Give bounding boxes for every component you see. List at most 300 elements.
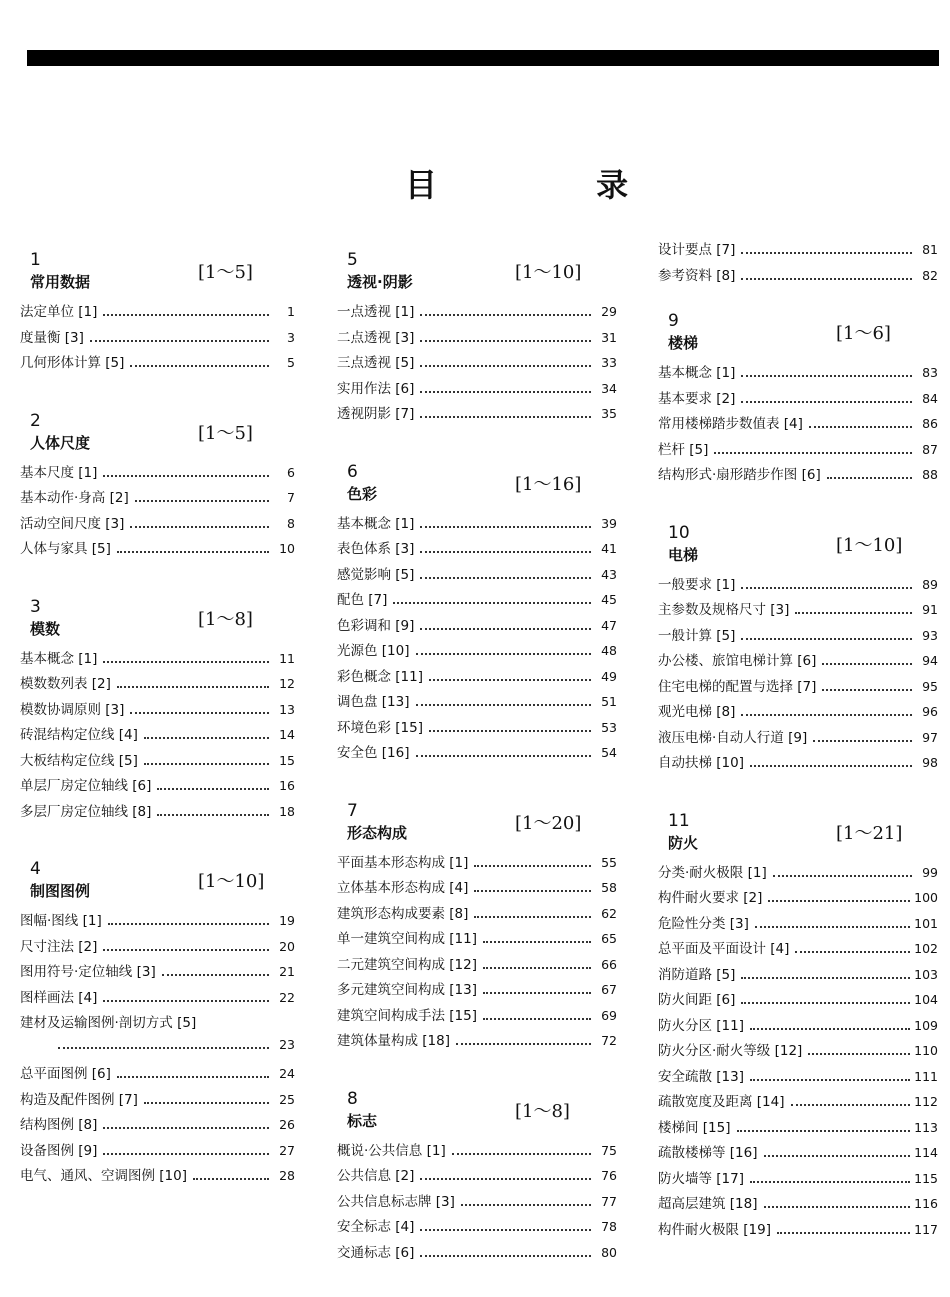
entry-label: 设计要点 [7] (658, 242, 736, 258)
toc-entry[interactable] (337, 1215, 617, 1241)
toc-entry[interactable] (658, 387, 938, 413)
toc-entry[interactable] (658, 937, 938, 963)
toc-section (20, 847, 295, 1190)
section-range: [1～8] (198, 608, 253, 630)
entry-label: 多元建筑空间构成 [13] (337, 982, 478, 998)
dot-leader (162, 974, 269, 976)
toc-entry[interactable] (20, 672, 295, 698)
entry-page: 16 (279, 778, 295, 793)
dot-leader (483, 967, 591, 969)
entry-page: 114 (914, 1145, 938, 1160)
entry-label: 基本概念 [1] (658, 365, 736, 381)
dot-leader (764, 1206, 911, 1208)
entry-page: 31 (601, 329, 617, 345)
dot-leader (474, 865, 591, 867)
toc-entry[interactable] (658, 1192, 938, 1218)
entry-label: 安全疏散 [13] (658, 1068, 745, 1085)
section-header (337, 238, 617, 300)
entry-page: 55 (601, 854, 617, 870)
toc-section-continued (658, 238, 938, 289)
toc-entry[interactable] (337, 1190, 617, 1216)
entry-page: 7 (287, 490, 295, 505)
dot-leader (103, 1153, 269, 1155)
toc-entry[interactable] (337, 537, 617, 563)
entry-label: 危险性分类 [3] (658, 915, 749, 932)
entry-page: 11 (279, 650, 295, 666)
dot-leader (135, 500, 269, 502)
dot-leader (90, 340, 269, 342)
entry-page: 115 (914, 1170, 938, 1186)
toc-entry[interactable] (20, 800, 295, 826)
section-title: 防火 (668, 833, 699, 852)
entry-page: 117 (914, 1221, 938, 1237)
toc-entry[interactable] (337, 927, 617, 953)
entry-label: 建材及运输图例·剖切方式 [5] (20, 1015, 197, 1031)
toc-entry[interactable] (20, 749, 295, 775)
entry-label: 主参数及规格尺寸 [3] (658, 602, 790, 618)
entry-page: 80 (601, 1244, 617, 1260)
toc-entry[interactable] (658, 463, 938, 489)
entry-label: 防火分区 [11] (658, 1017, 745, 1034)
entry-page: 43 (601, 566, 617, 582)
entry-page: 77 (601, 1193, 617, 1209)
dot-leader (809, 426, 912, 428)
toc-section (20, 585, 295, 826)
dot-leader (750, 1181, 910, 1183)
dot-leader (773, 875, 912, 877)
entry-page: 110 (914, 1043, 938, 1058)
dot-leader (420, 1255, 591, 1257)
entry-label: 自动扶梯 [10] (658, 755, 745, 771)
toc-entry[interactable] (20, 326, 295, 352)
section-title: 常用数据 (30, 273, 91, 291)
dot-leader (130, 365, 269, 367)
entry-page: 48 (601, 643, 617, 658)
toc-section (337, 450, 617, 767)
dot-leader (416, 704, 591, 706)
toc-entry[interactable] (658, 1065, 938, 1091)
dot-leader (144, 1102, 269, 1104)
toc-entry[interactable] (337, 614, 617, 640)
entry-label: 建筑体量构成 [18] (337, 1033, 451, 1049)
entry-label: 建筑空间构成手法 [15] (337, 1007, 478, 1024)
toc-entry[interactable] (20, 1011, 295, 1037)
section-range: [1～16] (515, 473, 582, 495)
toc-entry-continuation[interactable] (20, 1037, 295, 1063)
dot-leader (420, 416, 591, 418)
entry-page: 22 (279, 989, 295, 1005)
entry-page: 98 (922, 755, 938, 770)
entry-label: 公共信息标志牌 [3] (337, 1193, 455, 1210)
toc-entry[interactable] (20, 537, 295, 563)
entry-label: 一般要求 [1] (658, 576, 736, 593)
entry-page: 96 (922, 704, 938, 719)
entry-page: 81 (922, 242, 938, 257)
section-number: 9 (668, 311, 679, 331)
entry-page: 8 (287, 515, 295, 531)
entry-page: 101 (914, 915, 938, 931)
dot-leader (416, 653, 591, 655)
section-number: 7 (347, 800, 358, 821)
toc-entry[interactable] (20, 935, 295, 961)
toc-section (658, 799, 938, 1244)
toc-entry[interactable] (337, 1029, 617, 1055)
section-number: 3 (30, 596, 41, 617)
entry-label: 疏散宽度及距离 [14] (658, 1094, 785, 1110)
dot-leader (737, 1130, 911, 1132)
toc-column-2 (337, 238, 617, 1288)
dot-leader (420, 314, 591, 316)
entry-label: 一般计算 [5] (658, 627, 736, 644)
toc-entry[interactable] (658, 675, 938, 701)
entry-label: 单一建筑空间构成 [11] (337, 931, 478, 947)
entry-page: 13 (279, 701, 295, 717)
entry-label: 砖混结构定位线 [4] (20, 727, 138, 743)
dot-leader (764, 1155, 911, 1157)
section-header (658, 299, 938, 361)
entry-page: 84 (922, 390, 938, 406)
toc-section (337, 789, 617, 1055)
toc-entry[interactable] (337, 1139, 617, 1165)
dot-leader (474, 890, 591, 892)
entry-label: 构件耐火要求 [2] (658, 890, 763, 906)
page-title: 目 录 (405, 166, 703, 204)
toc-entry[interactable] (337, 512, 617, 538)
toc-entry[interactable] (658, 573, 938, 599)
section-header (20, 399, 295, 461)
dot-leader (750, 1028, 910, 1030)
section-range: [1～20] (515, 812, 582, 834)
dot-leader (103, 1127, 269, 1129)
toc-entry[interactable] (658, 861, 938, 887)
toc-entry[interactable] (337, 377, 617, 403)
entry-page: 20 (279, 938, 295, 954)
entry-page: 6 (287, 464, 295, 480)
entry-page: 104 (914, 992, 938, 1007)
dot-leader (144, 737, 269, 739)
toc-entry[interactable] (658, 988, 938, 1014)
entry-page: 78 (601, 1219, 617, 1234)
toc-entry[interactable] (658, 649, 938, 675)
entry-page: 116 (914, 1196, 938, 1211)
entry-page: 93 (922, 627, 938, 643)
toc-entry[interactable] (337, 716, 617, 742)
dot-leader (741, 401, 912, 403)
toc-entry[interactable] (658, 700, 938, 726)
entry-label: 楼梯间 [15] (658, 1119, 731, 1136)
dot-leader (795, 612, 912, 614)
entry-page: 83 (922, 365, 938, 380)
toc-entry[interactable] (337, 326, 617, 352)
toc-entry[interactable] (337, 1004, 617, 1030)
toc-entry[interactable] (658, 238, 938, 264)
toc-entry[interactable] (337, 300, 617, 326)
dot-leader (103, 1000, 269, 1002)
toc-entry[interactable] (20, 512, 295, 538)
dot-leader (827, 477, 912, 479)
entry-label: 模数数列表 [2] (20, 676, 111, 692)
entry-label: 图样画法 [4] (20, 989, 98, 1006)
dot-leader (741, 714, 912, 716)
dot-leader (456, 1043, 591, 1045)
toc-entry[interactable] (20, 1113, 295, 1139)
toc-entry[interactable] (658, 1014, 938, 1040)
entry-page: 58 (601, 880, 617, 895)
section-number: 1 (30, 250, 41, 270)
dot-leader (416, 755, 591, 757)
section-range: [1～5] (198, 422, 253, 444)
entry-label: 防火间距 [6] (658, 992, 736, 1008)
dot-leader (768, 900, 910, 902)
dot-leader (420, 551, 591, 553)
toc-entry[interactable] (20, 1062, 295, 1088)
section-title: 楼梯 (668, 334, 699, 352)
entry-label: 法定单位 [1] (20, 304, 98, 320)
section-header (20, 847, 295, 909)
entry-label: 超高层建筑 [18] (658, 1196, 758, 1212)
dot-leader (791, 1104, 911, 1106)
toc-entry[interactable] (20, 986, 295, 1012)
entry-label: 总平面及平面设计 [4] (658, 941, 790, 957)
entry-label: 二元建筑空间构成 [12] (337, 956, 478, 973)
dot-leader (117, 1076, 269, 1078)
entry-label: 调色盘 [13] (337, 694, 410, 710)
entry-page: 66 (601, 956, 617, 972)
section-header (337, 789, 617, 851)
section-range: [1～6] (836, 323, 891, 344)
toc-entry[interactable] (658, 963, 938, 989)
toc-entry[interactable] (658, 624, 938, 650)
section-title: 标志 (347, 1111, 378, 1130)
section-header (337, 450, 617, 512)
section-title: 人体尺度 (30, 433, 91, 452)
dot-leader (420, 577, 591, 579)
entry-page: 91 (922, 602, 938, 617)
dot-leader (750, 1079, 910, 1081)
toc-entry[interactable] (337, 563, 617, 589)
section-number: 4 (30, 859, 41, 879)
toc-entry[interactable] (20, 960, 295, 986)
toc-entry[interactable] (20, 461, 295, 487)
top-rule (27, 50, 939, 66)
dot-leader (144, 763, 269, 765)
dot-leader (822, 663, 912, 665)
dot-leader (741, 587, 912, 589)
toc-entry[interactable] (337, 351, 617, 377)
toc-entry[interactable] (658, 751, 938, 777)
entry-page: 69 (601, 1007, 617, 1023)
entry-label: 参考资料 [8] (658, 267, 736, 284)
toc-entry[interactable] (337, 690, 617, 716)
toc-section (337, 238, 617, 428)
entry-label: 彩色概念 [11] (337, 668, 424, 685)
dot-leader (741, 638, 912, 640)
section-range: [1～10] (836, 534, 903, 556)
toc-entry[interactable] (20, 723, 295, 749)
dot-leader (714, 452, 912, 454)
dot-leader (420, 365, 591, 367)
entry-label: 构造及配件图例 [7] (20, 1091, 138, 1108)
dot-leader (420, 628, 591, 630)
entry-page: 76 (601, 1168, 617, 1183)
entry-page: 51 (601, 694, 617, 709)
toc-entry[interactable] (337, 876, 617, 902)
entry-label: 基本尺度 [1] (20, 464, 98, 481)
entry-page: 75 (601, 1142, 617, 1158)
entry-label: 一点透视 [1] (337, 304, 415, 320)
toc-entry[interactable] (658, 1141, 938, 1167)
toc-entry[interactable] (337, 953, 617, 979)
dot-leader (483, 1018, 591, 1020)
section-header (658, 511, 938, 573)
toc-entry[interactable] (20, 1164, 295, 1190)
toc-entry[interactable] (20, 909, 295, 935)
entry-label: 办公楼、旅馆电梯计算 [6] (658, 653, 817, 669)
entry-label: 交通标志 [6] (337, 1244, 415, 1261)
toc-entry[interactable] (20, 774, 295, 800)
dot-leader (103, 475, 269, 477)
entry-label: 平面基本形态构成 [1] (337, 854, 469, 871)
entry-page: 23 (279, 1036, 295, 1052)
toc-entry[interactable] (658, 912, 938, 938)
entry-page: 103 (914, 966, 938, 982)
section-number: 5 (347, 250, 358, 270)
entry-label: 防火墙等 [17] (658, 1170, 745, 1187)
dot-leader (420, 391, 591, 393)
entry-page: 62 (601, 905, 617, 921)
dot-leader (420, 340, 591, 342)
dot-leader (393, 602, 591, 604)
entry-page: 94 (922, 653, 938, 668)
toc-entry[interactable] (337, 402, 617, 428)
toc-entry[interactable] (337, 1164, 617, 1190)
toc-entry[interactable] (337, 1241, 617, 1267)
toc-entry[interactable] (658, 1167, 938, 1193)
entry-label: 公共信息 [2] (337, 1168, 415, 1184)
entry-label: 感觉影响 [5] (337, 566, 415, 583)
entry-page: 14 (279, 727, 295, 742)
section-number: 8 (347, 1088, 358, 1109)
entry-page: 102 (914, 941, 938, 956)
entry-page: 33 (601, 355, 617, 370)
entry-page: 28 (279, 1168, 295, 1183)
entry-page: 35 (601, 406, 617, 421)
toc-entry[interactable] (337, 639, 617, 665)
dot-leader (420, 526, 591, 528)
toc-entry[interactable] (20, 1139, 295, 1165)
entry-page: 113 (914, 1119, 938, 1135)
entry-label: 消防道路 [5] (658, 966, 736, 983)
section-header (20, 585, 295, 647)
dot-leader (452, 1153, 591, 1155)
dot-leader (808, 1053, 910, 1055)
toc-entry[interactable] (337, 588, 617, 614)
entry-page: 24 (279, 1066, 295, 1081)
entry-label: 电气、通风、空调图例 [10] (20, 1168, 188, 1184)
entry-label: 基本要求 [2] (658, 390, 736, 407)
toc-entry[interactable] (20, 647, 295, 673)
toc-entry[interactable] (658, 886, 938, 912)
entry-label: 住宅电梯的配置与选择 [7] (658, 678, 817, 695)
toc-entry[interactable] (658, 1039, 938, 1065)
dot-leader (822, 689, 912, 691)
entry-label: 大板结构定位线 [5] (20, 752, 138, 769)
dot-leader (461, 1204, 591, 1206)
section-number: 6 (347, 461, 358, 482)
entry-page: 26 (279, 1117, 295, 1132)
entry-page: 49 (601, 668, 617, 684)
section-number: 10 (668, 522, 690, 543)
toc-entry[interactable] (337, 902, 617, 928)
section-header (658, 799, 938, 861)
toc-section (20, 399, 295, 563)
toc-entry[interactable] (658, 1116, 938, 1142)
entry-label: 光源色 [10] (337, 643, 410, 659)
toc-entry[interactable] (20, 300, 295, 326)
toc-entry[interactable] (658, 361, 938, 387)
entry-page: 18 (279, 803, 295, 819)
dot-leader (483, 992, 591, 994)
entry-page: 47 (601, 617, 617, 633)
toc-entry[interactable] (658, 438, 938, 464)
toc-entry[interactable] (658, 264, 938, 290)
entry-page: 54 (601, 745, 617, 760)
entry-page: 109 (914, 1017, 938, 1033)
entry-page: 15 (279, 752, 295, 768)
entry-label: 配色 [7] (337, 592, 388, 608)
toc-entry[interactable] (337, 851, 617, 877)
toc-section (20, 238, 295, 377)
toc-entry[interactable] (20, 351, 295, 377)
dot-leader (117, 686, 269, 688)
dot-leader (130, 526, 269, 528)
toc-entry[interactable] (658, 1090, 938, 1116)
entry-label: 疏散楼梯等 [16] (658, 1145, 758, 1161)
toc-entry[interactable] (658, 412, 938, 438)
entry-page: 88 (922, 467, 938, 482)
toc-entry[interactable] (337, 741, 617, 767)
toc-entry[interactable] (20, 486, 295, 512)
dot-leader (130, 712, 269, 714)
entry-page: 5 (287, 355, 295, 370)
toc-entry[interactable] (658, 598, 938, 624)
dot-leader (193, 1178, 269, 1180)
entry-page: 3 (287, 329, 295, 345)
toc-entry[interactable] (337, 978, 617, 1004)
entry-page: 53 (601, 719, 617, 735)
toc-entry[interactable] (20, 698, 295, 724)
entry-label: 单层厂房定位轴线 [6] (20, 778, 152, 794)
toc-column-1 (20, 238, 295, 1212)
section-header (337, 1077, 617, 1139)
entry-page: 100 (914, 890, 938, 905)
toc-entry[interactable] (658, 726, 938, 752)
dot-leader (741, 252, 912, 254)
entry-label: 模数协调原则 [3] (20, 701, 125, 718)
toc-entry[interactable] (658, 1218, 938, 1244)
toc-entry[interactable] (337, 665, 617, 691)
entry-page: 1 (287, 304, 295, 319)
entry-page: 21 (279, 964, 295, 979)
entry-label: 基本动作·身高 [2] (20, 490, 129, 506)
toc-section (658, 511, 938, 777)
entry-page: 89 (922, 576, 938, 592)
toc-entry[interactable] (20, 1088, 295, 1114)
entry-page: 19 (279, 913, 295, 928)
section-title: 电梯 (668, 545, 699, 564)
section-range: [1～8] (515, 1100, 570, 1122)
entry-page: 86 (922, 416, 938, 431)
